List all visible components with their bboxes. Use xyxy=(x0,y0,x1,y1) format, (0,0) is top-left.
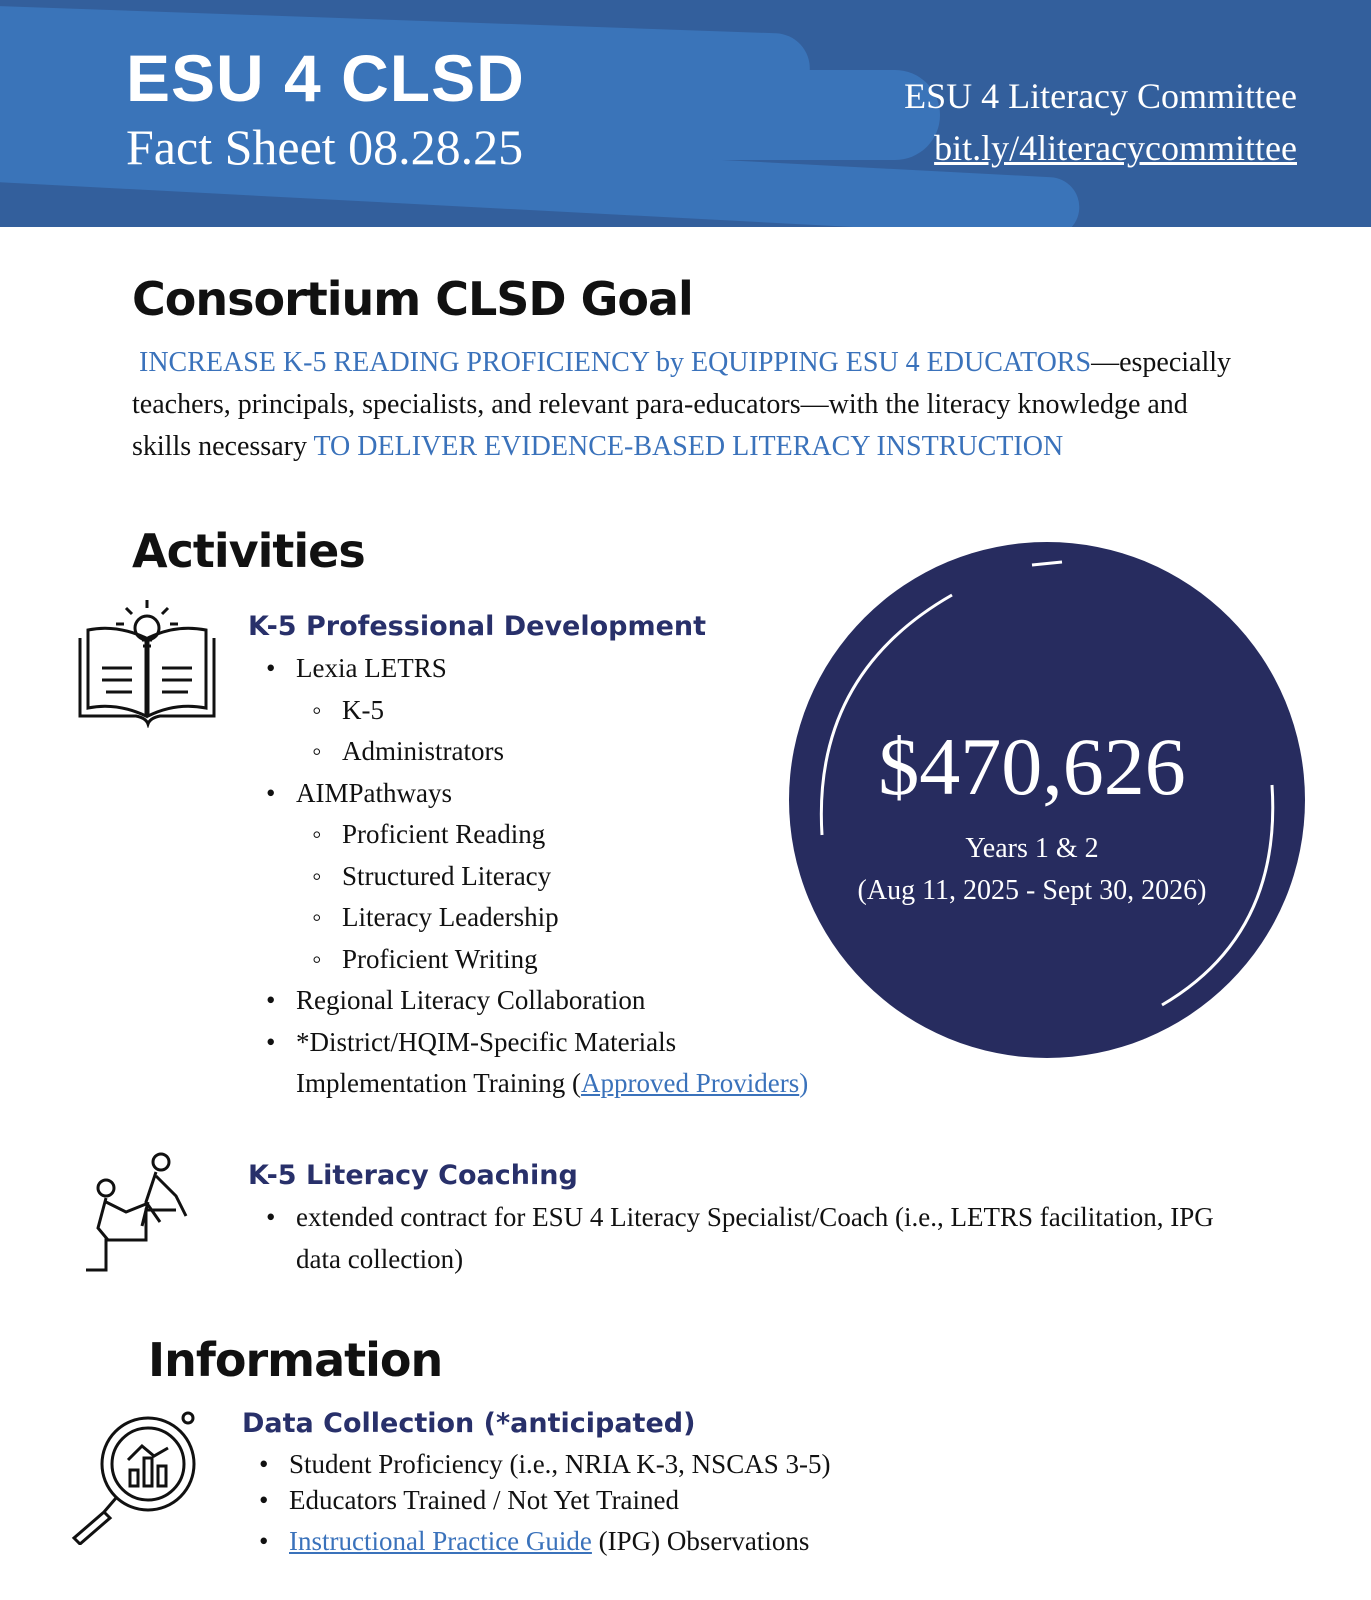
list-item: ◦ Administrators xyxy=(342,731,808,773)
data-collection-list xyxy=(289,1444,830,1563)
list-item-text: (IPG) Observations xyxy=(591,1526,810,1556)
goal-highlight-2: TO DELIVER EVIDENCE-BASED LITERACY INSTRUCTION xyxy=(313,431,1064,462)
activities-heading: Activities xyxy=(132,524,365,578)
list-item: ◦ Proficient Writing xyxy=(342,939,808,981)
goal-highlight-1: INCREASE K-5 READING PROFICIENCY by EQUIPPING ESU 4 EDUCATORS xyxy=(139,347,1092,378)
funding-period xyxy=(782,828,1282,912)
funding-dates: (Aug 11, 2025 - Sept 30, 2026) xyxy=(857,875,1207,906)
coaching-climb-icon xyxy=(76,1152,206,1272)
goal-text xyxy=(132,342,1242,468)
committee-name: ESU 4 Literacy Committee xyxy=(904,76,1297,116)
pd-title: K-5 Professional Development xyxy=(248,611,707,642)
list-item xyxy=(296,1022,808,1105)
header-title: ESU 4 CLSD xyxy=(126,41,525,115)
list-item: ◦ Structured Literacy xyxy=(342,856,808,898)
list-item: • AIMPathways xyxy=(296,773,808,815)
coaching-title: K-5 Literacy Coaching xyxy=(248,1160,578,1191)
funding-amount: $470,626 xyxy=(878,721,1186,812)
header-banner xyxy=(0,0,1371,227)
list-item: ◦ K-5 xyxy=(342,690,808,732)
header-subtitle: Fact Sheet 08.28.25 xyxy=(126,119,524,175)
approved-providers-link[interactable]: Approved Providers xyxy=(580,1068,800,1098)
magnifier-chart-icon xyxy=(68,1410,200,1545)
goal-body: —especially teachers, principals, specialists, and relevant para-educators—with the literacy knowledge and skills necessary xyxy=(132,347,1232,462)
pd-list xyxy=(296,648,808,1105)
data-collection-title: Data Collection (*anticipated) xyxy=(242,1408,696,1439)
book-lightbulb-icon xyxy=(76,598,218,728)
list-item: • Educators Trained / Not Yet Trained xyxy=(289,1480,830,1522)
list-item: • extended contract for ESU 4 Literacy Specialist/Coach (i.e., LETRS facilitation, IPG data collection) xyxy=(296,1197,1236,1280)
list-item: ◦ Literacy Leadership xyxy=(342,897,808,939)
goal-heading: Consortium CLSD Goal xyxy=(132,272,693,326)
list-item: • Student Proficiency (i.e., NRIA K-3, NSCAS 3-5) xyxy=(289,1444,830,1486)
list-item xyxy=(289,1521,830,1563)
list-item-text: ) xyxy=(799,1068,809,1098)
committee-link[interactable]: bit.ly/4literacycommittee xyxy=(934,128,1297,168)
list-item: • Lexia LETRS xyxy=(296,648,808,690)
list-item: • Regional Literacy Collaboration xyxy=(296,980,808,1022)
ipg-link[interactable]: Instructional Practice Guide xyxy=(289,1526,592,1556)
information-heading: Information xyxy=(148,1333,443,1387)
list-item-text: Implementation Training ( xyxy=(296,1068,581,1098)
funding-years: Years 1 & 2 xyxy=(965,833,1099,864)
coaching-list xyxy=(296,1197,1236,1280)
list-item: ◦ Proficient Reading xyxy=(342,814,808,856)
list-item-text: *District/HQIM-Specific Materials xyxy=(296,1026,677,1057)
